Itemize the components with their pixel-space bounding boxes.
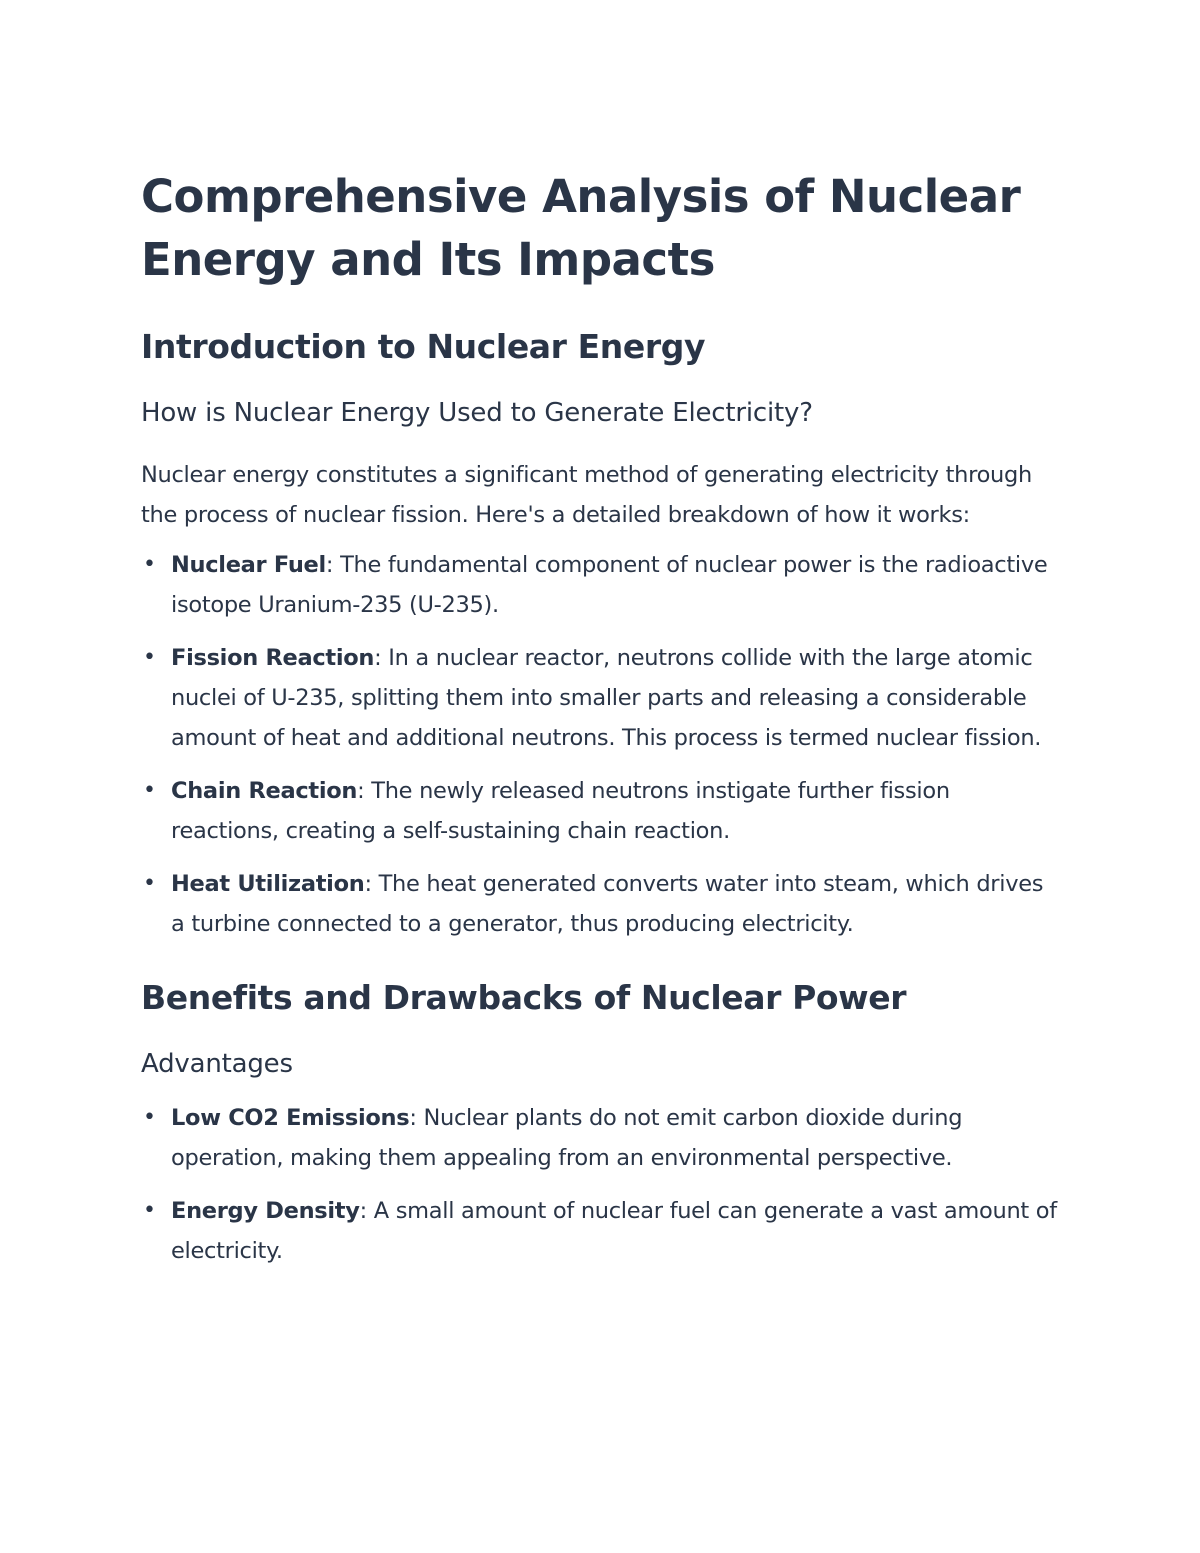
intro-paragraph: Nuclear energy constitutes a significant method of generating electricity through the process of nuclear fission. Here's a detailed breakdown of how it works: — [141, 462, 1032, 528]
list-item-separator: : — [364, 871, 379, 897]
list-item — [141, 545, 1060, 625]
bullet-icon: • — [143, 778, 156, 803]
list-item-term: Nuclear Fuel — [171, 552, 326, 578]
list-item-term: Chain Reaction — [171, 778, 358, 804]
bullet-icon: • — [143, 1198, 156, 1223]
list-item — [141, 771, 1060, 851]
list-item-term: Energy Density — [171, 1198, 360, 1224]
list-item — [141, 864, 1060, 944]
bullet-icon: • — [143, 1105, 156, 1130]
list-item-separator: : — [325, 552, 341, 578]
advantages-list — [141, 1098, 1060, 1271]
list-item-text: In a nuclear reactor, neutrons collide with the large atomic nuclei of U-235, splitting them into smaller parts and releasing a considerable amount of heat and additional neutrons. This process is termed nuclear fission. — [171, 645, 1042, 751]
document-title: Comprehensive Analysis of Nuclear Energy and Its Impacts — [141, 170, 1021, 286]
list-item — [141, 638, 1060, 758]
list-item-term: Low CO2 Emissions — [171, 1105, 410, 1131]
list-item-separator: : — [357, 778, 372, 804]
section-heading-benefits-drawbacks: Benefits and Drawbacks of Nuclear Power — [141, 978, 907, 1017]
list-item-term: Heat Utilization — [171, 871, 365, 897]
subheading-generate-electricity: How is Nuclear Energy Used to Generate Electricity? — [141, 398, 813, 428]
bullet-icon: • — [143, 552, 156, 577]
subheading-advantages: Advantages — [141, 1049, 293, 1079]
list-item-separator: : — [374, 645, 389, 671]
list-item-separator: : — [359, 1198, 374, 1224]
fission-process-list — [141, 545, 1060, 944]
list-item-term: Fission Reaction — [171, 645, 375, 671]
list-item — [141, 1098, 1060, 1178]
list-item-text: The fundamental component of nuclear power is the radioactive isotope Uranium-235 (U-235). — [171, 552, 1048, 618]
list-item — [141, 1191, 1060, 1271]
list-item-text: The newly released neutrons instigate further fission reactions, creating a self-sustaining chain reaction. — [171, 778, 950, 844]
bullet-icon: • — [143, 871, 156, 896]
bullet-icon: • — [143, 645, 156, 670]
list-item-text: A small amount of nuclear fuel can generate a vast amount of electricity. — [171, 1198, 1057, 1264]
list-item-text: The heat generated converts water into steam, which drives a turbine connected to a generator, thus producing electricity. — [171, 871, 1044, 937]
section-heading-introduction: Introduction to Nuclear Energy — [141, 327, 706, 366]
list-item-text: Nuclear plants do not emit carbon dioxide during operation, making them appealing from an environmental perspective. — [171, 1105, 963, 1171]
list-item-separator: : — [409, 1105, 424, 1131]
